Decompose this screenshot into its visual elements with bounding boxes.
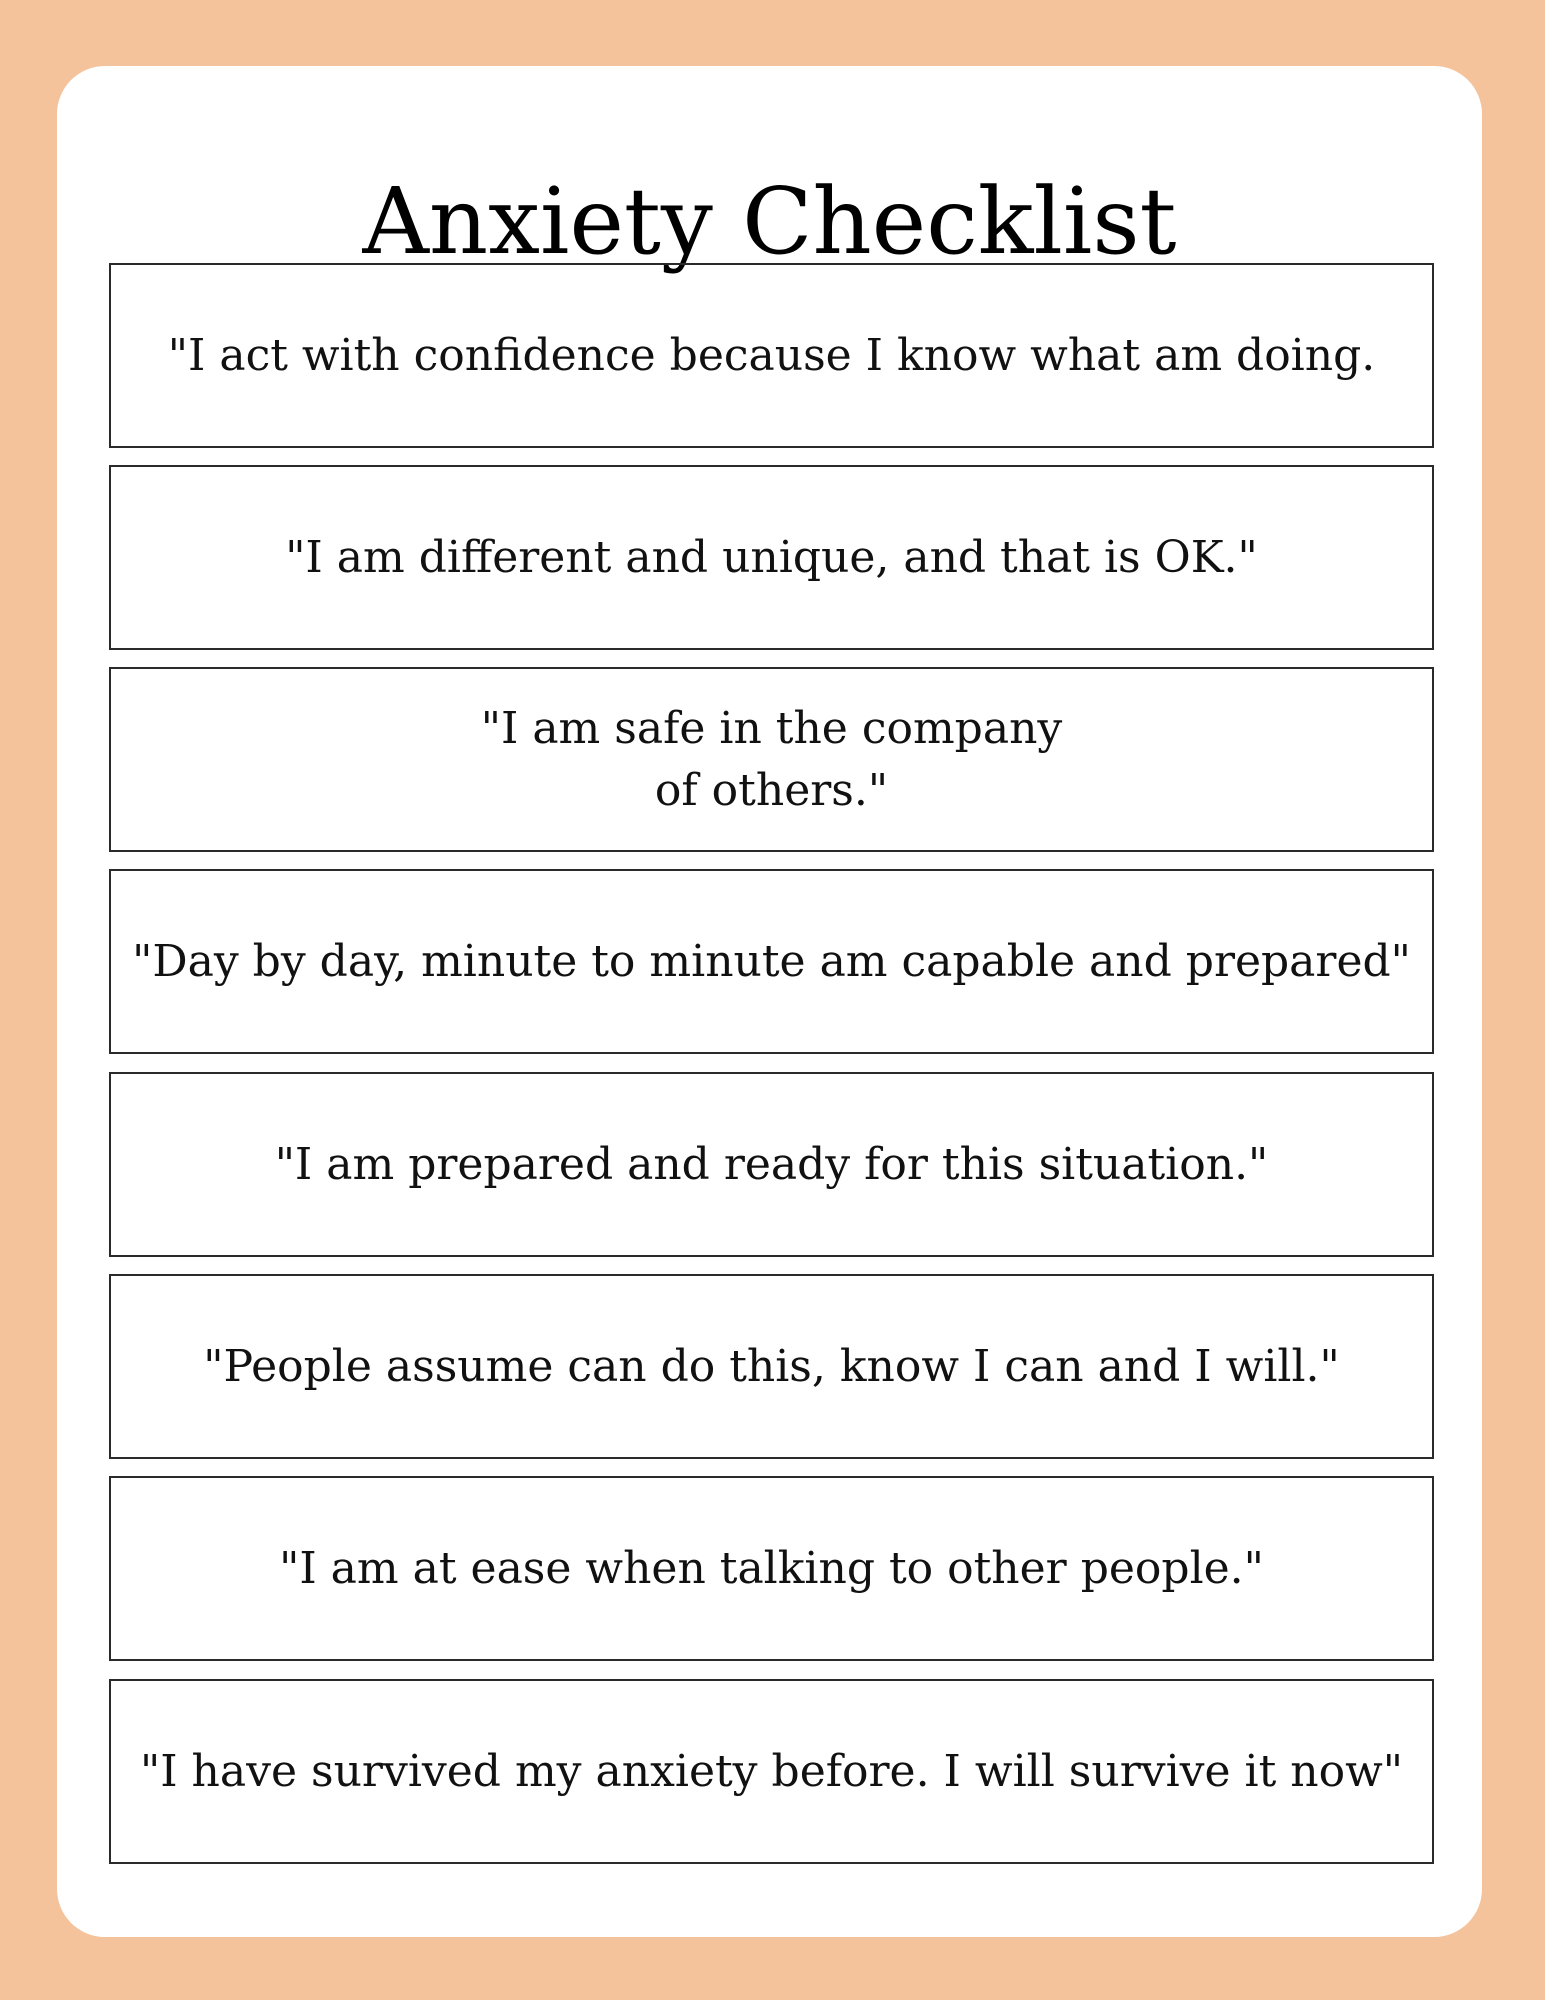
checklist-item-8 (109, 1679, 1434, 1864)
checklist-card (57, 66, 1482, 1937)
checklist-item-6 (109, 1274, 1434, 1459)
checklist-item-text: "People assume can do this, know I can and I will." (203, 1340, 1340, 1392)
checklist-item-2 (109, 465, 1434, 650)
checklist-item-3 (109, 667, 1434, 852)
checklist-item-text: "I am safe in the company of others." (480, 702, 1063, 816)
checklist-item-4 (109, 869, 1434, 1054)
checklist-item-text: "I am different and unique, and that is OK." (285, 531, 1258, 583)
checklist-item-7 (109, 1476, 1434, 1661)
checklist-item-5 (109, 1072, 1434, 1257)
checklist-item-text: "I am prepared and ready for this situation." (274, 1138, 1269, 1190)
checklist-item-1 (109, 263, 1434, 448)
checklist-item-text: "I act with confidence because I know what am doing. (167, 329, 1376, 381)
page-title: Anxiety Checklist (362, 168, 1177, 275)
checklist-item-text: "I am at ease when talking to other people." (279, 1542, 1264, 1594)
checklist-item-text: "I have survived my anxiety before. I will survive it now" (139, 1745, 1404, 1797)
checklist-item-text: "Day by day, minute to minute am capable and prepared" (132, 935, 1411, 987)
